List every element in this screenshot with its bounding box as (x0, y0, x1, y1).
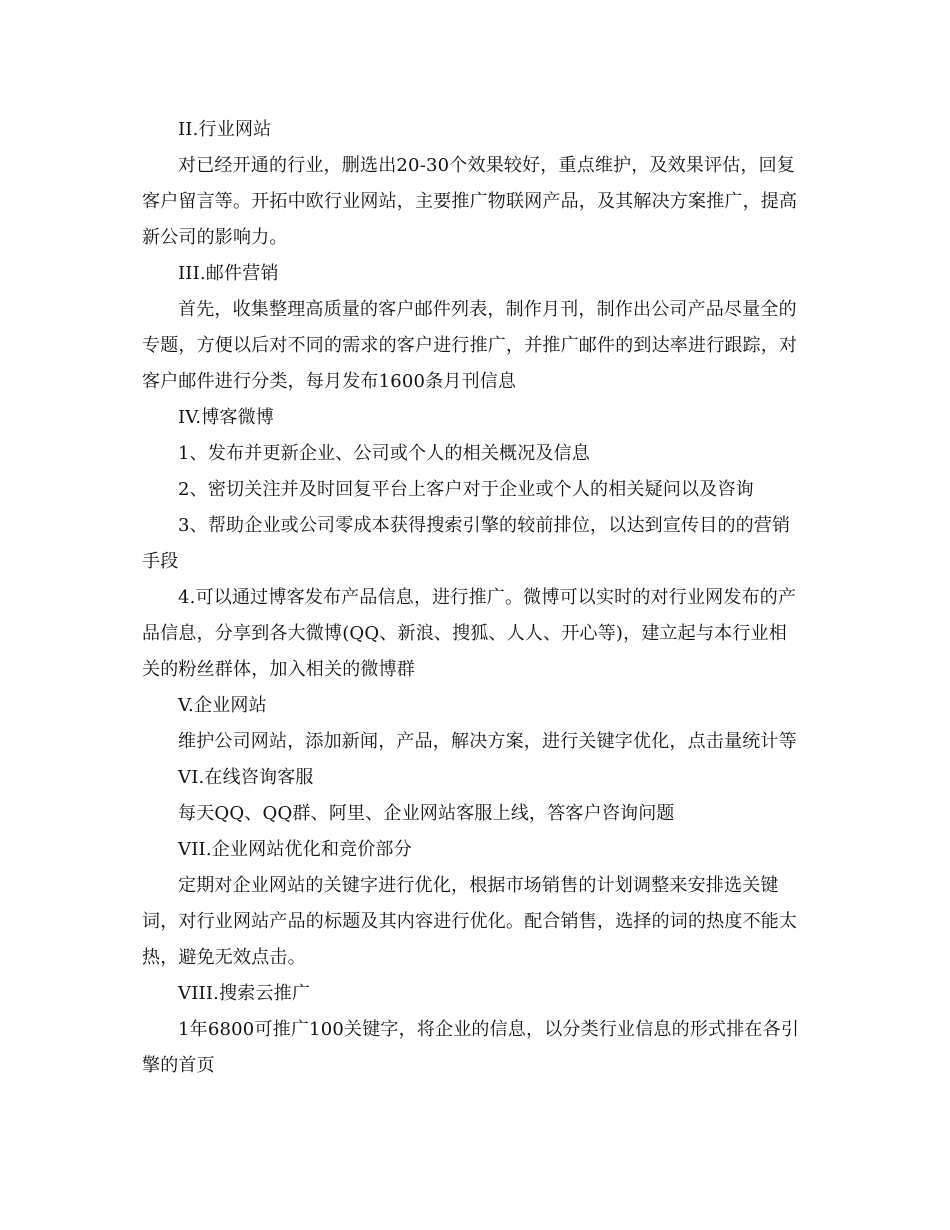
section-seo-bidding (142, 832, 804, 976)
list-item: 1、发布并更新企业、公司或个人的相关概况及信息 (178, 443, 591, 464)
section-search-cloud-promotion (142, 976, 804, 1084)
section-paragraph: 每天QQ、QQ群、阿里、企业网站客服上线，答客户咨询问题 (178, 803, 675, 824)
section-paragraph: 首先，收集整理高质量的客户邮件列表，制作月刊，制作出公司产品尽量全的专题，方便以后对不同的需求的客户进行推广，并推广邮件的到达率进行跟踪，对客户邮件进行分类，每月发布1600条月刊信息 (142, 299, 798, 392)
section-paragraph: 1年6800可推广100关键字，将企业的信息，以分类行业信息的形式排在各引擎的首页 (142, 1019, 800, 1076)
list-item: 4.可以通过博客发布产品信息，进行推广。微博可以实时的对行业网发布的产品信息，分享到各大微博(QQ、新浪、搜狐、人人、开心等)，建立起与本行业相关的粉丝群体，加入相关的微博群 (142, 587, 797, 680)
section-heading: V.企业网站 (178, 695, 267, 716)
section-paragraph: 定期对企业网站的关键字进行优化，根据市场销售的计划调整来安排选关键词，对行业网站产品的标题及其内容进行优化。配合销售，选择的词的热度不能太热，避免无效点击。 (142, 875, 798, 968)
section-online-support (142, 760, 804, 832)
section-heading: VII.企业网站优化和竞价部分 (178, 839, 412, 860)
section-blog-weibo (142, 400, 804, 688)
section-paragraph: 维护公司网站，添加新闻，产品，解决方案，进行关键字优化，点击量统计等 (178, 731, 797, 752)
section-heading: II.行业网站 (178, 119, 272, 140)
section-company-website (142, 688, 804, 760)
section-heading: IV.博客微博 (178, 407, 275, 428)
section-email-marketing (142, 256, 804, 400)
section-industry-websites (142, 112, 804, 256)
list-item: 3、帮助企业或公司零成本获得搜索引擎的较前排位，以达到宣传目的的营销手段 (142, 515, 791, 572)
section-heading: VIII.搜索云推广 (178, 983, 311, 1004)
document-body (142, 112, 804, 1084)
section-paragraph: 对已经开通的行业，删选出20-30个效果较好，重点维护，及效果评估，回复客户留言等。开拓中欧行业网站，主要推广物联网产品，及其解决方案推广，提高新公司的影响力。 (142, 155, 798, 248)
section-heading: VI.在线咨询客服 (178, 767, 314, 788)
list-item: 2、密切关注并及时回复平台上客户对于企业或个人的相关疑问以及咨询 (178, 479, 754, 500)
section-heading: III.邮件营销 (178, 263, 279, 284)
